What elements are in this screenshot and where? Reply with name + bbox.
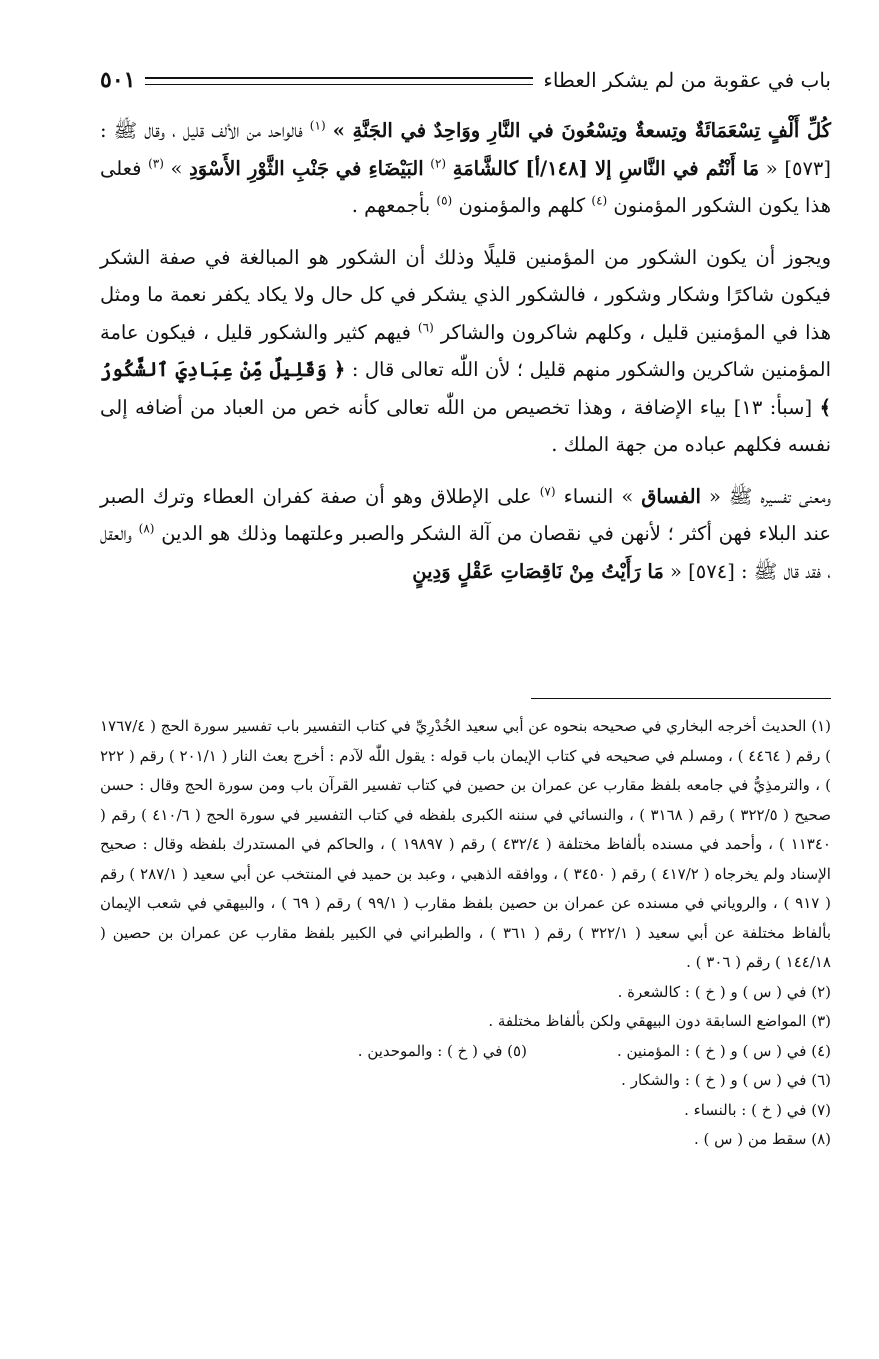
- footnote-ref: (٢): [430, 156, 447, 170]
- hadith-text: مَا رَأَيْتُ مِنْ نَاقِصَاتِ عَقْلٍ وَدِينٍ: [412, 559, 664, 583]
- footnote-row: [100, 1037, 831, 1067]
- footnote-ref: (٧): [539, 484, 556, 498]
- footnote-ref: (٣): [148, 156, 164, 170]
- hadith-text: الفساق: [641, 484, 701, 508]
- text-run: فالواحد من الألف: [211, 119, 303, 142]
- text-run: فعلى هذا يكون الشكور المؤمنون: [100, 156, 831, 217]
- footnote-ref: (٤): [591, 193, 608, 208]
- paragraph-1: [100, 112, 831, 225]
- footnote-1: (١) الحديث أخرجه البخاري في صحيحه بنحوه عن أبي سعيد الخُدْرِيِّ في كتاب التفسير باب تفسير سورة الحج ( ١٧٦٧/٤ ) رقم ( ٤٤٦٤ ) ، ومسلم في صحيحه في كتاب الإيمان باب قوله : يقول اللّٰه لآدم : أخرج بعث النار ( ٢٠١/١ ) رقم ( ٢٢٢ ) ، والترمذِيُّ في جامعه بلفظ مقارب عن عمران بن حصين في كتاب تفسير القرآن باب ومن سورة الحج وقال : حسن صحيح ( ٣٢٢/٥ ) رقم ( ٣١٦٨ ) ، والنسائي في سننه الكبرى بلفظه في كتاب التفسير في سورة الحج ( ٤١٠/٦ ) رقم ( ١١٣٤٠ ) ، وأحمد في مسنده بألفاظ مختلفة ( ٤٣٢/٤ ) رقم ( ١٩٨٩٧ ) ، والحاكم في المستدرك بلفظه وقال : صحيح الإسناد ولم يخرجاه ( ٤١٧/٢ ) رقم ( ٣٤٥٠ ) ، ووافقه الذهبي ، وعبد بن حميد في المنتخب عن أبي سعيد ( ٢٨٧/١ ) رقم ( ٩١٧ ) ، والروياني في مسنده عن عمران بن حصين بلفظ مقارب ( ٩٩/١ ) رقم ( ٦٩ ) ، والبيهقي في شعب الإيمان بألفاظ مختلفة عن أبي سعيد ( ٣٢٢/١ ) رقم ( ٣٦١ ) ، والطبراني في الكبير بلفظ مقارب عن عمران بن حصين ( ١٤٤/١٨ ) رقم ( ٣٠٦ ) .: [100, 717, 831, 971]
- text-run: » النساء: [563, 484, 634, 508]
- text-run: ويجوز أن يكون الشكور من المؤمنين قليلًا وذلك أن الشكور هو المبالغة في صفة الشكر فيكون شاكرًا وشكار وشكور ، فالشكور الذي يشكر في كل حال ولا يكاد يكفر نعمة ما ومثل هذا في المؤمنين قليل ، وكلهم شاكرون والشاكر: [100, 245, 832, 344]
- footnote-8: (٨) سقط من ( س ) .: [693, 1130, 831, 1148]
- footnote-3: (٣) المواضع السابقة دون البيهقي ولكن بألفاظ مختلفة .: [488, 1012, 831, 1030]
- hadith-text: كُلِّ أَلْفٍ تِسْعَمَائَةٌ وتِسعةٌ وتِسْعُونَ في النَّارِ ووَاحِدٌ في الجَنَّةِ »: [332, 119, 831, 142]
- footnote-separator: [531, 698, 831, 699]
- text-run: كلهم والمؤمنون: [458, 194, 586, 217]
- footnote-ref: (١): [309, 118, 326, 133]
- text-run: »: [170, 156, 183, 180]
- footnote-5: (٥) في ( خ ) : والموحدين .: [357, 1041, 527, 1060]
- quran-verse: ﴿ وَقَلِيلٌ مِّنْ عِبَادِيَ ٱلشَّكُورُ ﴾: [100, 358, 832, 419]
- paragraph-2: [100, 239, 831, 464]
- text-run: [سبأ: ١٣] بياء الإضافة ، وهذا تخصيص من اللّٰه تعالى كأنه خص من العباد من أضافه إلى نفسه فكلهم عباده من جهة الملك .: [100, 395, 831, 456]
- text-run: على الإطلاق وهو أن صفة كفران العطاء وترك الصبر عند البلاء فهن أكثر ؛ لأنهن في نقصان من آلة الشكر والصبر وعلتهما وذلك هو الدين: [100, 484, 832, 545]
- text-run: فيهم كثير والشكور قليل ، فيكون عامة المؤمنين شاكرين والشكور منهم قليل ؛ لأن اللّٰه تعالى قال :: [100, 320, 831, 381]
- hadith-text: البَيْضَاءِ في: [335, 156, 424, 180]
- footnote-2: (٢) في ( س ) و ( خ ) : كالشعرة .: [617, 982, 831, 1001]
- chapter-title: باب في عقوبة من لم يشكر العطاء: [543, 68, 831, 92]
- running-header: [100, 62, 831, 98]
- header-rule: [145, 77, 533, 85]
- text-run: والعقل ، فقد قال ﷺ : [٥٧٤] «: [100, 522, 831, 583]
- footnote-6: (٦) في ( س ) و ( خ ) : والشكار .: [621, 1071, 831, 1089]
- footnote-ref: (٥): [436, 193, 453, 208]
- main-text: [100, 112, 831, 590]
- footnote-ref: (٨): [138, 521, 155, 536]
- text-run: بأجمعهم .: [351, 194, 431, 217]
- hadith-text: جَنْبِ الثَّوْرِ الأَسْوَدِ: [189, 156, 330, 180]
- footnotes: [100, 712, 831, 1155]
- text-run: قليل ، وقال ﷺ : [٥٧٣] «: [100, 119, 831, 180]
- paragraph-3: [100, 478, 831, 591]
- hadith-text: مَا أَنْتُم في النَّاسِ إلا [١٤٨/أ] كالشَّامَةِ: [452, 156, 760, 180]
- footnote-ref: (٦): [417, 320, 434, 334]
- page-number: ٥٠١: [100, 67, 136, 93]
- text-run: ومعنى تفسيره ﷺ «: [708, 484, 832, 508]
- footnote-4: (٤) في ( س ) و ( خ ) : المؤمنين .: [616, 1041, 831, 1060]
- footnote-7: (٧) في ( خ ) : بالنساء .: [684, 1100, 831, 1119]
